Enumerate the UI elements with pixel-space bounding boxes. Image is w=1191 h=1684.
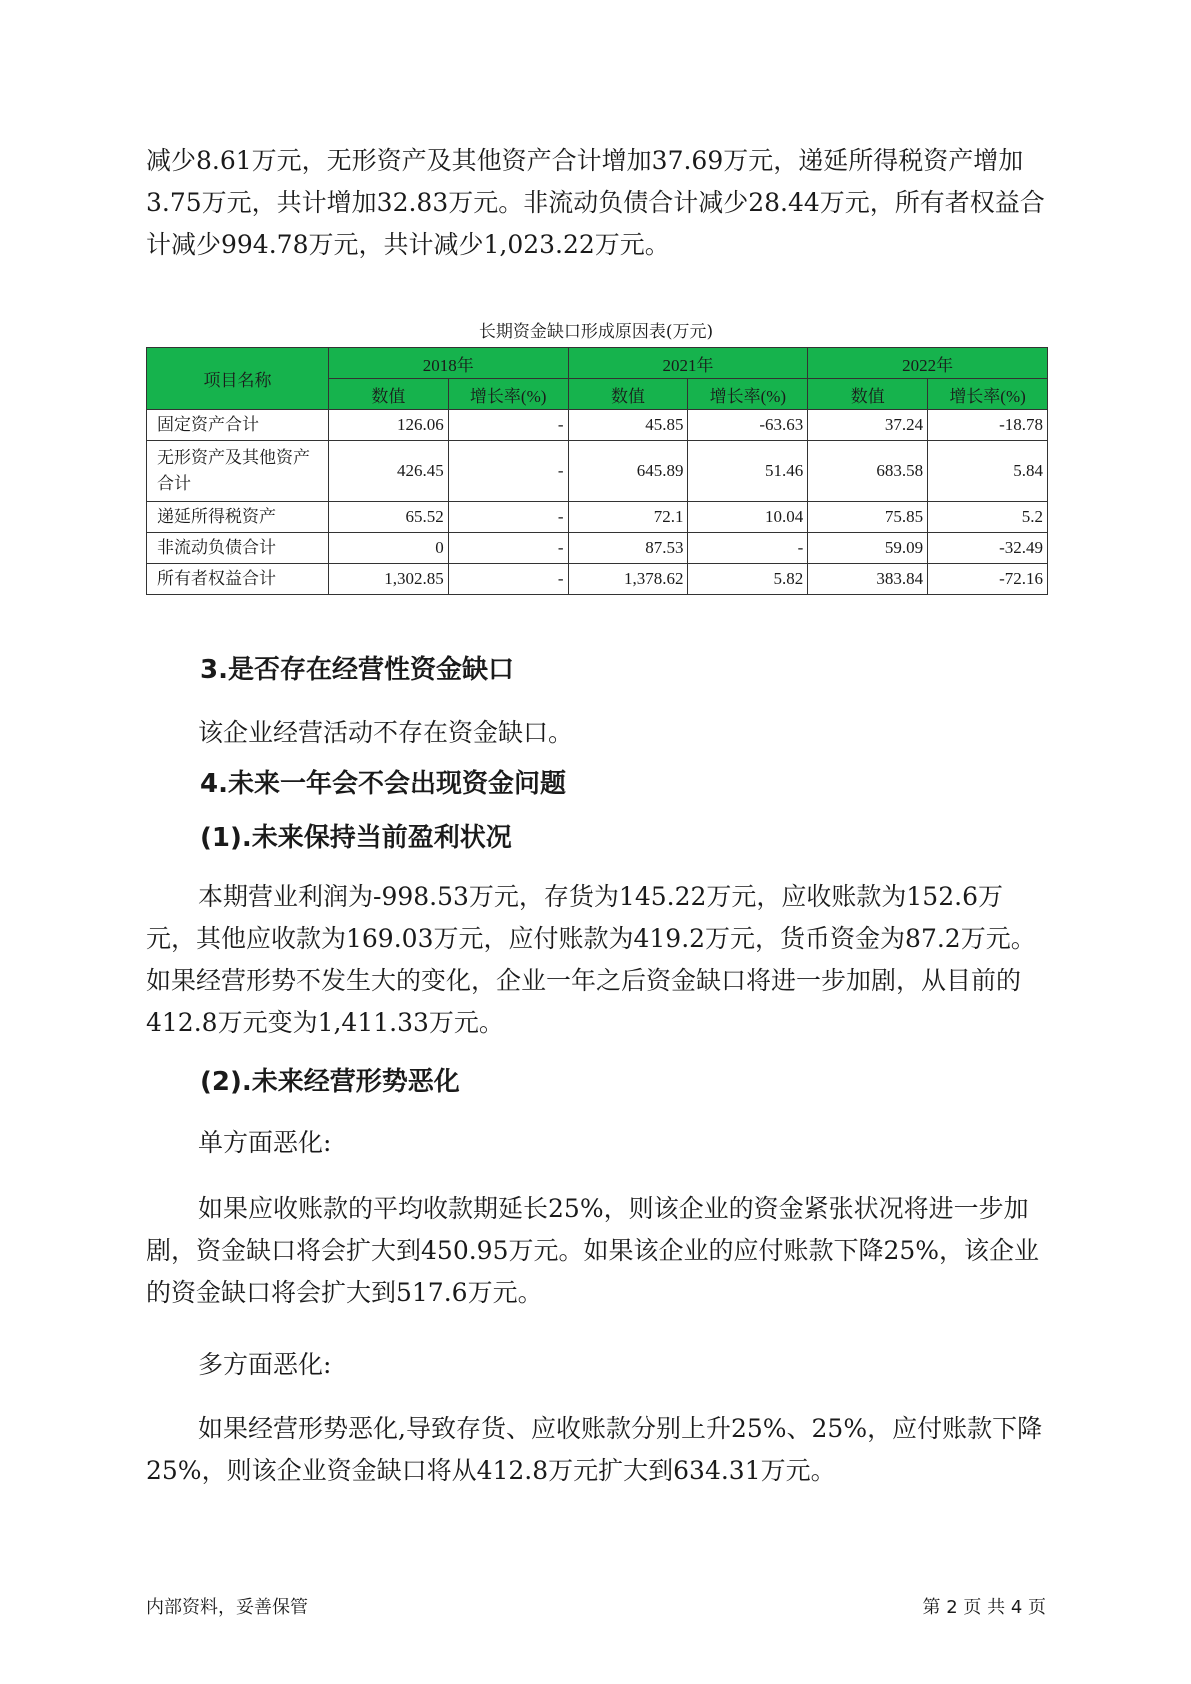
header-value: 数值 <box>328 379 448 410</box>
row-name: 非流动负债合计 <box>147 533 329 564</box>
cell: 5.2 <box>928 502 1048 533</box>
cell: 10.04 <box>688 502 808 533</box>
row-name: 所有者权益合计 <box>147 564 329 595</box>
row-name: 固定资产合计 <box>147 410 329 441</box>
cell: - <box>448 502 568 533</box>
multi-deterioration-text: 如果经营形势恶化,导致存货、应收账款分别上升25%、25%，应付账款下降25%，则该企业资金缺口将从412.8万元扩大到634.31万元。 <box>146 1414 1043 1485</box>
table-row <box>147 410 1048 441</box>
cell: -63.63 <box>688 410 808 441</box>
header-year-2018: 2018年 <box>328 348 568 379</box>
table-caption: 长期资金缺口形成原因表(万元) <box>478 322 714 342</box>
table-header-row-years <box>147 348 1048 379</box>
cell: 87.53 <box>568 533 688 564</box>
header-value: 数值 <box>568 379 688 410</box>
subsection-1-text: 本期营业利润为-998.53万元，存货为145.22万元，应收账款为152.6万元，其他应收款为169.03万元，应付账款为419.2万元，货币资金为87.2万元。如果经营形势不发生大的变化，企业一年之后资金缺口将进一步加剧，从目前的412.8万元变为1,411.33万元。 <box>146 882 1036 1037</box>
intro-paragraph: 减少8.61万元，无形资产及其他资产合计增加37.69万元，递延所得税资产增加3.75万元，共计增加32.83万元。非流动负债合计减少28.44万元，所有者权益合计减少994.78万元，共计减少1,023.22万元。 <box>146 146 1045 259</box>
funding-gap-table <box>146 347 1048 595</box>
cell: - <box>448 441 568 502</box>
header-year-2022: 2022年 <box>808 348 1048 379</box>
cell: 45.85 <box>568 410 688 441</box>
cell: 5.84 <box>928 441 1048 502</box>
table-row <box>147 441 1048 502</box>
cell: 683.58 <box>808 441 928 502</box>
header-year-2021: 2021年 <box>568 348 808 379</box>
cell: 59.09 <box>808 533 928 564</box>
row-name: 递延所得税资产 <box>147 502 329 533</box>
header-growth: 增长率(%) <box>448 379 568 410</box>
cell: 1,302.85 <box>328 564 448 595</box>
subsection-1-heading: (1).未来保持当前盈利状况 <box>200 823 512 853</box>
header-item-name: 项目名称 <box>147 348 329 410</box>
cell: 0 <box>328 533 448 564</box>
cell: 426.45 <box>328 441 448 502</box>
cell: 1,378.62 <box>568 564 688 595</box>
cell: 65.52 <box>328 502 448 533</box>
section-4-heading: 4.未来一年会不会出现资金问题 <box>200 769 566 799</box>
cell: - <box>448 564 568 595</box>
cell: 383.84 <box>808 564 928 595</box>
subsection-2-heading: (2).未来经营形势恶化 <box>200 1067 460 1097</box>
cell: 51.46 <box>688 441 808 502</box>
cell: - <box>688 533 808 564</box>
row-name: 无形资产及其他资产合计 <box>147 441 329 502</box>
cell: 37.24 <box>808 410 928 441</box>
cell: 72.1 <box>568 502 688 533</box>
section-3-text: 该企业经营活动不存在资金缺口。 <box>198 718 574 747</box>
cell: 75.85 <box>808 502 928 533</box>
multi-deterioration-label: 多方面恶化: <box>198 1350 332 1379</box>
cell: - <box>448 410 568 441</box>
single-deterioration-text: 如果应收账款的平均收款期延长25%，则该企业的资金紧张状况将进一步加剧，资金缺口将会扩大到450.95万元。如果该企业的应付账款下降25%，该企业的资金缺口将会扩大到517.6万元。 <box>146 1194 1040 1307</box>
cell: -32.49 <box>928 533 1048 564</box>
cell: - <box>448 533 568 564</box>
cell: 126.06 <box>328 410 448 441</box>
footer-confidential-note: 内部资料，妥善保管 <box>146 1597 308 1618</box>
cell: -18.78 <box>928 410 1048 441</box>
header-growth: 增长率(%) <box>928 379 1048 410</box>
table-row <box>147 502 1048 533</box>
header-growth: 增长率(%) <box>688 379 808 410</box>
footer-page-number: 第 2 页 共 4 页 <box>922 1597 1046 1618</box>
cell: 645.89 <box>568 441 688 502</box>
table-row <box>147 564 1048 595</box>
cell: 5.82 <box>688 564 808 595</box>
cell: -72.16 <box>928 564 1048 595</box>
section-3-heading: 3.是否存在经营性资金缺口 <box>200 655 514 685</box>
header-value: 数值 <box>808 379 928 410</box>
table-row <box>147 533 1048 564</box>
single-deterioration-label: 单方面恶化: <box>198 1128 332 1157</box>
